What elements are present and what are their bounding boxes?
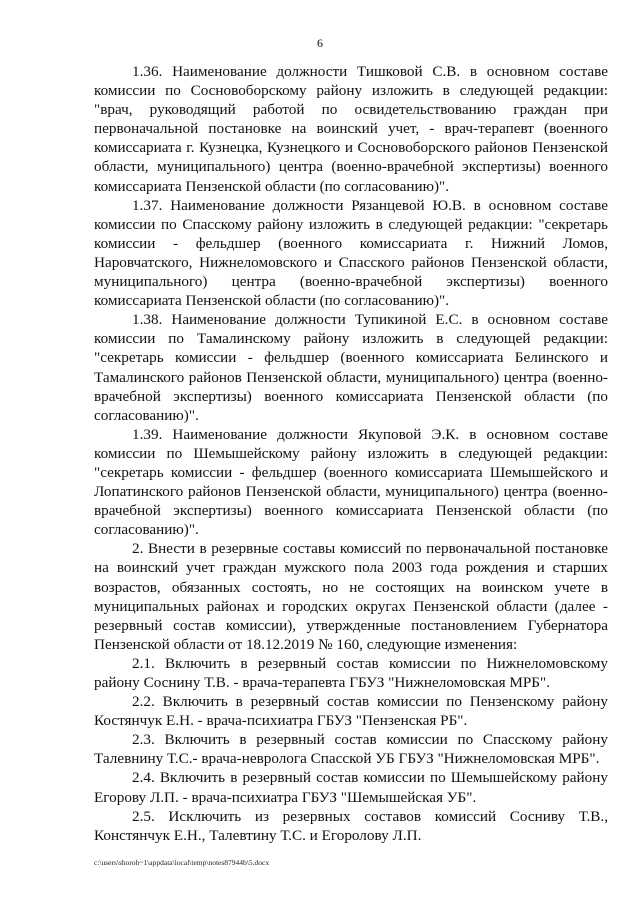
paragraph-1-39: 1.39. Наименование должности Якуповой Э.К. в основном составе комиссии по Шемышейскому району изложить в следующей редакции: "секретарь комиссии - фельдшер (военного комиссариата Шемышейского и Лопатинского районов Пензенской области, муниципального) центра (военно-врачебной экспертизы) военного комиссариата Пензенской области (по согласованию)".: [94, 425, 608, 539]
paragraph-2-1: 2.1. Включить в резервный состав комиссии по Нижнеломовскому району Соснину Т.В. - врача-терапевта ГБУЗ "Нижнеломовская МРБ".: [94, 654, 608, 691]
paragraph-2-2: 2.2. Включить в резервный состав комиссии по Пензенскому району Костянчук Е.Н. - врача-психиатра ГБУЗ "Пензенская РБ".: [94, 693, 608, 730]
document-body: [94, 62, 608, 845]
paragraph-2-5: 2.5. Исключить из резервных составов комиссий Сосниву Т.В., Констянчук Е.Н., Талевтину Т.С. и Егоролову Л.П.: [94, 807, 608, 844]
file-path-footer: c:\users\shoroh~1\appdata\local\temp\notes87944b\5.docx: [94, 858, 270, 867]
paragraph-1-38: 1.38. Наименование должности Тупикиной Е.С. в основном составе комиссии по Тамалинскому району изложить в следующей редакции: "секретарь комиссии - фельдшер (военного комиссариата Белинского и Тамалинского районов Пензенской области, муниципального) центра (военно-врачебной экспертизы) военного комиссариата Пензенской области (по согласованию)".: [94, 311, 608, 424]
paragraph-1-36: 1.36. Наименование должности Тишковой С.В. в основном составе комиссии по Сосновоборскому району изложить в следующей редакции: "врач, руководящий работой по освидетельствованию граждан при первоначальной постановке на воинский учет, - врач-терапевт (военного комиссариата г. Кузнецка, Кузнецкого и Сосновоборского районов Пензенской области, муниципального) центра (военно-врачебной экспертизы) военного комиссариата Пензенской области (по согласованию)".: [94, 63, 608, 195]
paragraph-2-3: 2.3. Включить в резервный состав комиссии по Спасскому району Талевнину Т.С.- врача-невролога Спасской УБ ГБУЗ "Нижнеломовская МРБ".: [94, 731, 608, 768]
page-number: 6: [317, 36, 323, 50]
paragraph-2: 2. Внести в резервные составы комиссий по первоначальной постановке на воинский учет граждан мужского пола 2003 года рождения и старших возрастов, обязанных состоять, но не состоящих на воинском учете в муниципальных районах и городских округах Пензенской области (далее - резервный состав комиссии), утвержденные постановлением Губернатора Пензенской области от 18.12.2019 № 160, следующие изменения:: [94, 540, 608, 653]
paragraph-1-37: 1.37. Наименование должности Рязанцевой Ю.В. в основном составе комиссии по Спасскому району изложить в следующей редакции: "секретарь комиссии - фельдшер (военного комиссариата г. Нижний Ломов, Наровчатского, Нижнеломовского и Спасского районов Пензенской области, муниципального) центра (военно-врачебной экспертизы) военного комиссариата Пензенской области (по согласованию)".: [94, 196, 608, 310]
paragraph-2-4: 2.4. Включить в резервный состав комиссии по Шемышейскому району Егорову Л.П. - врача-психиатра ГБУЗ "Шемышейская УБ".: [94, 769, 608, 806]
